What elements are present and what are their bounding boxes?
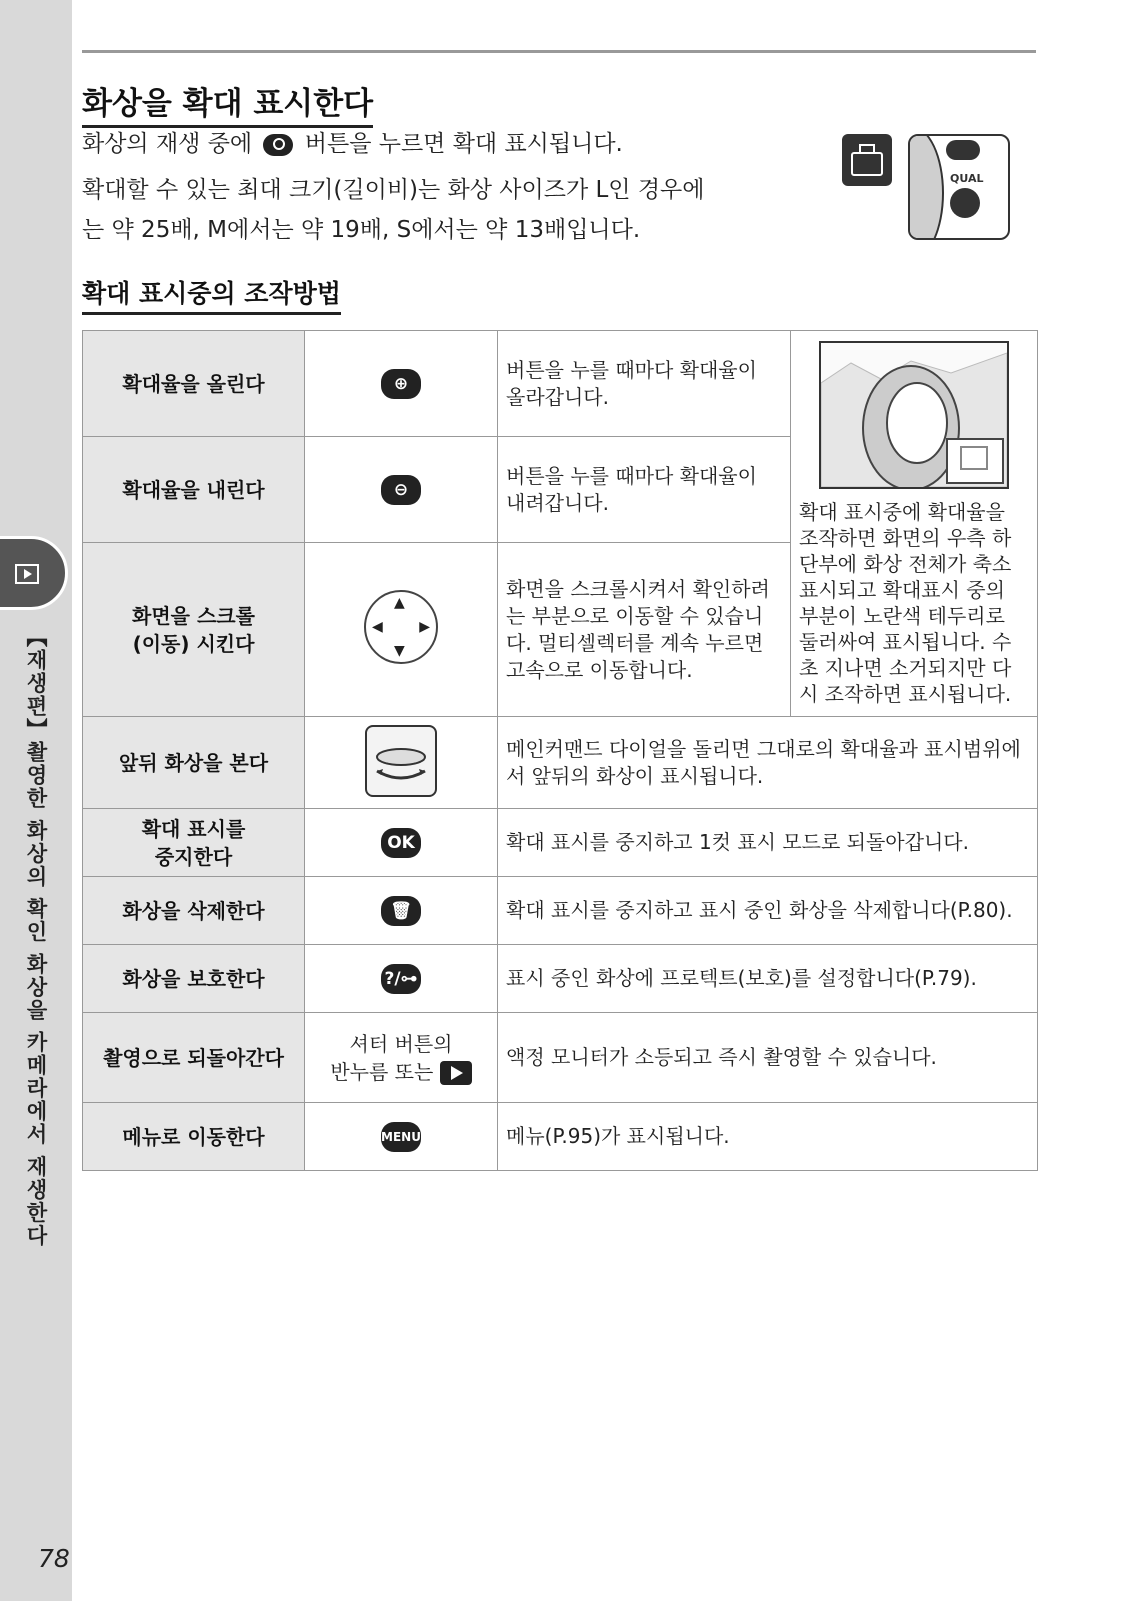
button-cell xyxy=(305,877,498,945)
intro-paragraph-1 xyxy=(82,124,623,164)
table-row xyxy=(83,717,1038,809)
button-cell xyxy=(305,717,498,809)
action-cell xyxy=(83,543,305,717)
table-row xyxy=(83,877,1038,945)
zoom-in-button-icon xyxy=(950,188,980,218)
table-row xyxy=(83,1103,1038,1171)
page-number: 78 xyxy=(38,1544,70,1573)
button-cell xyxy=(305,1103,498,1171)
zoom-out-button-icon xyxy=(946,140,980,160)
action-line-1: 화면을 스크롤 xyxy=(132,603,255,628)
action-line-1: 확대 표시를 xyxy=(141,816,246,841)
action-cell: 화상을 삭제한다 xyxy=(83,877,305,945)
table-row xyxy=(83,809,1038,877)
table-row xyxy=(83,331,1038,437)
intro-text-post: 버튼을 누르면 확대 표시됩니다. xyxy=(304,131,623,157)
page-title: 화상을 확대 표시한다 xyxy=(82,78,373,128)
camera-buttons-illustration xyxy=(908,134,1010,240)
description-cell: 화면을 스크롤시켜서 확인하려는 부분으로 이동할 수 있습니다. 멀티셀렉터를 계속 누르면 고속으로 이동합니다. xyxy=(498,543,791,717)
zoom-in-icon xyxy=(263,134,293,156)
action-line-2: (이동) 시킨다 xyxy=(132,631,255,656)
top-rule xyxy=(82,50,1036,53)
action-cell: 확대율을 올린다 xyxy=(83,331,305,437)
zoom-in-icon: ⊕ xyxy=(381,369,421,399)
button-cell xyxy=(305,809,498,877)
action-line-2: 중지한다 xyxy=(154,844,233,869)
ok-button-icon: OK xyxy=(381,828,421,858)
action-cell: 메뉴로 이동한다 xyxy=(83,1103,305,1171)
intro-paragraph-2-line2: 는 약 25배, M에서는 약 19배, S에서는 약 13배입니다. xyxy=(82,217,641,243)
button-cell xyxy=(305,945,498,1013)
action-cell: 화상을 보호한다 xyxy=(83,945,305,1013)
intro-paragraph-2-line1: 확대할 수 있는 최대 크기(길이비)는 화상 사이즈가 L인 경우에 xyxy=(82,177,705,203)
trash-icon: 🗑 xyxy=(381,896,421,926)
description-cell: 액정 모니터가 소등되고 즉시 촬영할 수 있습니다. xyxy=(498,1013,1038,1103)
action-cell xyxy=(83,809,305,877)
description-cell: 확대 표시를 중지하고 1컷 표시 모드로 되돌아갑니다. xyxy=(498,809,1038,877)
action-cell: 확대율을 내린다 xyxy=(83,437,305,543)
zoom-out-icon: ⊖ xyxy=(381,475,421,505)
chapter-label: 【재생편】촬영한 화상의 확인 화상을 카메라에서 재생한다 xyxy=(24,626,48,1248)
description-cell: 메뉴(P.95)가 표시됩니다. xyxy=(498,1103,1038,1171)
playback-tab[interactable] xyxy=(0,536,68,610)
camera-mode-icon xyxy=(842,134,892,186)
playback-icon xyxy=(440,1061,472,1085)
button-cell xyxy=(305,543,498,717)
menu-button-icon: MENU xyxy=(381,1122,421,1152)
description-cell: 확대 표시를 중지하고 표시 중인 화상을 삭제합니다(P.80). xyxy=(498,877,1038,945)
sidebar xyxy=(0,0,72,1601)
portrait-illustration xyxy=(821,343,1007,487)
action-cell: 앞뒤 화상을 본다 xyxy=(83,717,305,809)
protect-icon: ?/⊶ xyxy=(381,964,421,994)
description-cell: 버튼을 누를 때마다 확대율이 올라갑니다. xyxy=(498,331,791,437)
side-note-cell xyxy=(791,331,1038,717)
playback-icon xyxy=(15,564,39,584)
description-cell: 메인커맨드 다이얼을 돌리면 그대로의 확대율과 표시범위에서 앞뒤의 화상이 표시됩니다. xyxy=(498,717,1038,809)
action-cell: 촬영으로 되돌아간다 xyxy=(83,1013,305,1103)
shutter-line-1: 셔터 버튼의 xyxy=(349,1031,453,1056)
qual-label: QUAL xyxy=(950,172,984,185)
button-cell xyxy=(305,331,498,437)
intro-text-pre: 화상의 재생 중에 xyxy=(82,131,253,157)
button-cell xyxy=(305,1013,498,1103)
zoom-example-image xyxy=(819,341,1009,489)
command-dial-icon xyxy=(365,725,437,797)
operations-table xyxy=(82,330,1038,1171)
section-title: 확대 표시중의 조작방법 xyxy=(82,274,341,315)
side-note-text: 확대 표시중에 확대율을 조작하면 화면의 우측 하단부에 화상 전체가 축소 표시되고 확대표시 중의 부분이 노란색 테두리로 둘러싸여 표시됩니다. 수초 지나면 소거되지만 다시 조작하면 표시됩니다. xyxy=(799,499,1012,706)
button-cell xyxy=(305,437,498,543)
table-row xyxy=(83,945,1038,1013)
description-cell: 버튼을 누를 때마다 확대율이 내려갑니다. xyxy=(498,437,791,543)
multi-selector-icon: ▲ ▼ ◀ ▶ xyxy=(364,590,438,664)
camera-body-curve xyxy=(908,134,944,240)
description-cell: 표시 중인 화상에 프로텍트(보호)를 설정합니다(P.79). xyxy=(498,945,1038,1013)
shutter-line-2: 반누름 또는 xyxy=(330,1059,434,1084)
shutter-line-2-wrap xyxy=(313,1058,489,1086)
table-row xyxy=(83,1013,1038,1103)
